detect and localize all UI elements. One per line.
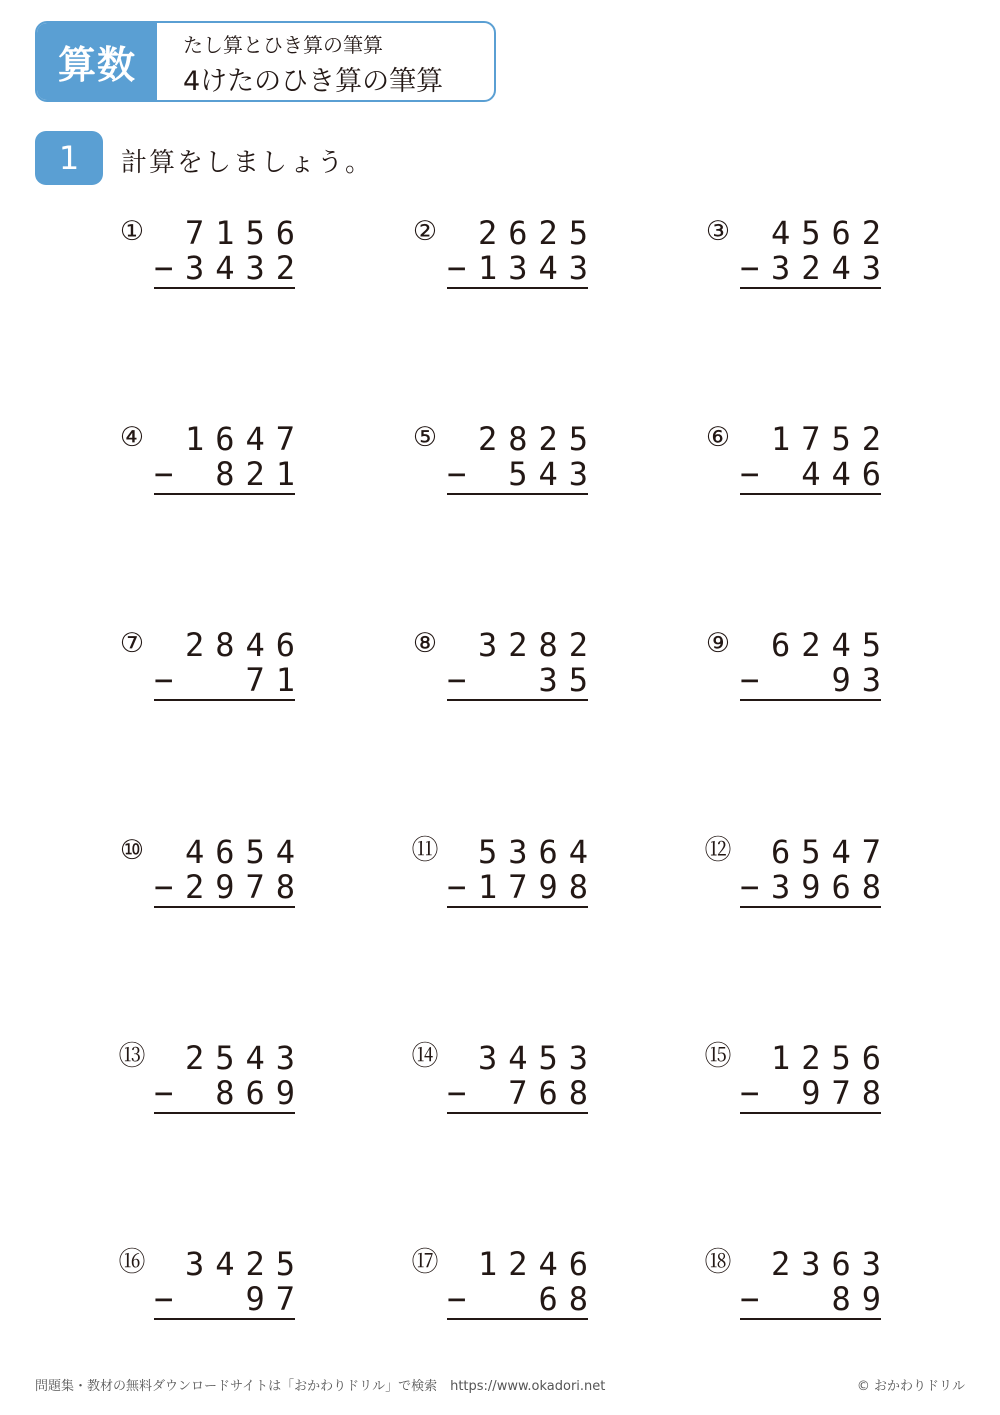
instruction-text: 計算をしましょう。 — [121, 148, 374, 178]
subtrahend: 3968 — [770, 868, 892, 906]
minuend: 3453 — [477, 1039, 599, 1077]
minuend: 3282 — [477, 626, 599, 664]
minus-sign: − — [447, 868, 467, 906]
subtraction-problem — [410, 214, 599, 305]
minus-sign: − — [154, 868, 174, 906]
problem-number: ⑰ — [411, 1247, 439, 1278]
minus-sign: − — [740, 1280, 760, 1318]
answer-line — [447, 493, 588, 495]
problem-number: ② — [412, 216, 438, 247]
minuend: 1256 — [770, 1039, 892, 1077]
subtraction-problem — [117, 214, 306, 305]
footer-copyright: © おかわりドリル — [856, 1379, 965, 1394]
subtrahend: 97 — [245, 1280, 306, 1318]
subtrahend: 68 — [538, 1280, 599, 1318]
subtrahend: 978 — [801, 1074, 892, 1112]
subtrahend: 768 — [508, 1074, 599, 1112]
answer-line — [154, 287, 295, 289]
problem-number: ⑤ — [412, 422, 438, 453]
minuend: 2825 — [477, 420, 599, 458]
minuend: 1647 — [184, 420, 306, 458]
minuend: 2363 — [770, 1245, 892, 1283]
answer-line — [154, 906, 295, 908]
subtrahend: 2978 — [184, 868, 306, 906]
minus-sign: − — [447, 1074, 467, 1112]
subtraction-problem — [117, 1039, 306, 1130]
minuend: 3425 — [184, 1245, 306, 1283]
subtrahend: 3243 — [770, 249, 892, 287]
answer-line — [740, 906, 881, 908]
subtrahend: 71 — [245, 661, 306, 699]
minuend: 6547 — [770, 833, 892, 871]
answer-line — [447, 906, 588, 908]
subtraction-problem — [703, 1245, 892, 1336]
problem-number: ⑩ — [119, 835, 145, 866]
answer-line — [740, 1318, 881, 1320]
problem-number: ⑬ — [118, 1041, 146, 1072]
footer-site-text: 問題集・教材の無料ダウンロードサイトは「おかわりドリル」で検索 https://www.okadori.net — [35, 1379, 606, 1394]
subtrahend: 93 — [831, 661, 892, 699]
answer-line — [740, 699, 881, 701]
minus-sign: − — [154, 661, 174, 699]
minus-sign: − — [447, 249, 467, 287]
subtraction-problem — [117, 420, 306, 511]
problem-number: ③ — [705, 216, 731, 247]
answer-line — [447, 287, 588, 289]
problem-number: ⑭ — [411, 1041, 439, 1072]
answer-line — [154, 493, 295, 495]
subtraction-problem — [410, 626, 599, 717]
minuend: 2625 — [477, 214, 599, 252]
minuend: 4562 — [770, 214, 892, 252]
answer-line — [154, 699, 295, 701]
subtraction-problem — [703, 833, 892, 924]
problem-number: ⑧ — [412, 628, 438, 659]
subtrahend: 89 — [831, 1280, 892, 1318]
subtraction-problem — [410, 833, 599, 924]
subtrahend: 869 — [215, 1074, 306, 1112]
answer-line — [447, 1318, 588, 1320]
question-number-badge: 1 — [35, 131, 103, 185]
subtrahend: 821 — [215, 455, 306, 493]
problem-number: ⑯ — [118, 1247, 146, 1278]
minuend: 4654 — [184, 833, 306, 871]
minus-sign: − — [154, 249, 174, 287]
problem-number: ⑪ — [411, 835, 439, 866]
answer-line — [740, 493, 881, 495]
subtrahend: 446 — [801, 455, 892, 493]
minuend: 7156 — [184, 214, 306, 252]
minus-sign: − — [740, 249, 760, 287]
answer-line — [740, 1112, 881, 1114]
minus-sign: − — [447, 1280, 467, 1318]
minus-sign: − — [740, 1074, 760, 1112]
problem-number: ④ — [119, 422, 145, 453]
answer-line — [154, 1112, 295, 1114]
minuend: 2846 — [184, 626, 306, 664]
worksheet-title: 4けたのひき算の筆算 — [183, 66, 444, 97]
problem-number: ① — [119, 216, 145, 247]
minuend: 1246 — [477, 1245, 599, 1283]
answer-line — [447, 1112, 588, 1114]
minus-sign: − — [447, 661, 467, 699]
subtraction-problem — [117, 833, 306, 924]
subtraction-problem — [117, 1245, 306, 1336]
answer-line — [740, 287, 881, 289]
minus-sign: − — [154, 455, 174, 493]
problem-number: ⑫ — [704, 835, 732, 866]
answer-line — [154, 1318, 295, 1320]
minus-sign: − — [740, 868, 760, 906]
subtraction-problem — [410, 1245, 599, 1336]
minuend: 1752 — [770, 420, 892, 458]
problem-number: ⑨ — [705, 628, 731, 659]
subtrahend: 1343 — [477, 249, 599, 287]
problem-number: ⑱ — [704, 1247, 732, 1278]
minus-sign: − — [740, 661, 760, 699]
problem-number: ⑦ — [119, 628, 145, 659]
subtrahend: 1798 — [477, 868, 599, 906]
minus-sign: − — [154, 1074, 174, 1112]
subtrahend: 35 — [538, 661, 599, 699]
subtraction-problem — [703, 1039, 892, 1130]
minus-sign: − — [154, 1280, 174, 1318]
subtraction-problem — [117, 626, 306, 717]
worksheet-subtitle: たし算とひき算の筆算 — [183, 33, 383, 57]
subtraction-problem — [703, 626, 892, 717]
minus-sign: − — [740, 455, 760, 493]
minuend: 6245 — [770, 626, 892, 664]
minuend: 5364 — [477, 833, 599, 871]
worksheet-header — [35, 21, 496, 102]
subtraction-problem — [410, 1039, 599, 1130]
minuend: 2543 — [184, 1039, 306, 1077]
problem-number: ⑮ — [704, 1041, 732, 1072]
minus-sign: − — [447, 455, 467, 493]
answer-line — [447, 699, 588, 701]
subtraction-problem — [703, 420, 892, 511]
subtrahend: 3432 — [184, 249, 306, 287]
problem-number: ⑥ — [705, 422, 731, 453]
subject-label: 算数 — [37, 23, 157, 100]
subtraction-problem — [410, 420, 599, 511]
subtraction-problem — [703, 214, 892, 305]
subtrahend: 543 — [508, 455, 599, 493]
